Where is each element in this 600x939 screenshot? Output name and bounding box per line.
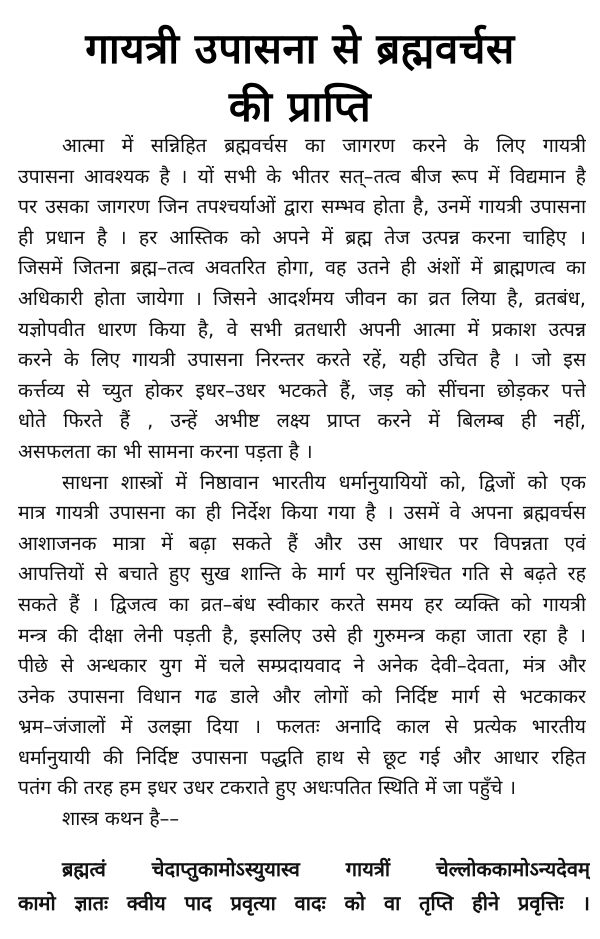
article-body (18, 131, 586, 835)
text-line: उनेक उपासना विधान गढ डाले और लोगों को निर्दिष्ट मार्ग से भटकाकर (18, 684, 586, 708)
text-line: यज्ञोपवीत धारण किया है, वे सभी व्रतधारी अपनी आत्मा में प्रकाश उत्पन्न (18, 317, 586, 341)
text-line: कर्त्तव्य से च्युत होकर इधर–उधर भटकते हैं, जड़ को सींचना छोड़कर पत्ते (18, 378, 586, 402)
text-line: मन्त्र की दीक्षा लेनी पड़ती है, इसलिए उसे ही गुरुमन्त्र कहा जाता रहा है । (18, 623, 586, 647)
text-line: उपासना आवश्यक है । यों सभी के भीतर सत्–तत्व बीज रूप में विद्यमान है (18, 164, 586, 188)
text-line: असफलता का भी सामना करना पड़ता है । (18, 439, 313, 463)
shloka-line: कामो ज्ञातः क्वीय पाद प्रवृत्या वादः को वा तृप्ति हीने प्रवृत्तिः । (18, 891, 590, 915)
shloka-label: शास्त्र कथन है–– (62, 807, 180, 831)
text-line: जिसमें जितना ब्रह्म–तत्व अवतरित होगा, वह उतने ही अंशों में ब्राह्मणत्व का (18, 256, 586, 280)
paragraph-1 (18, 131, 586, 468)
text-line: पर उसका जागरण जिन तपश्चर्याओं द्वारा सम्भव होता है, उनमें गायत्री उपासना (18, 195, 586, 219)
paragraph-2 (18, 468, 586, 805)
text-line: आपत्तियों से बचाते हुए सुख शान्ति के मार्ग पर सुनिश्चित गति से बढ़ते रह (18, 562, 586, 586)
text-line: पतंग की तरह हम इधर उधर टकराते हुए अधःपतित स्थिति में जा पहुँचे । (18, 776, 516, 800)
text-line: साधना शास्त्रों में निष्ठावान भारतीय धर्मानुयायियों को, द्विजों को एक (62, 470, 586, 494)
text-line: सकते हैं । द्विजत्व का व्रत–बंध स्वीकार करते समय हर व्यक्ति को गायत्री (18, 592, 586, 616)
text-line: ही प्रधान है । हर आस्तिक को अपने में ब्रह्म तेज उत्पन्न करना चाहिए । (18, 225, 586, 249)
text-line: पीछे से अन्धकार युग में चले सम्प्रदायवाद ने अनेक देवी–देवता, मंत्र और (18, 654, 586, 678)
shloka-line: ब्रह्मत्वं चेदाप्तुकामोऽस्युयास्व गायत्रीं चेल्लोककामोऽन्यदेवम् (62, 857, 590, 881)
text-line: आशाजनक मात्रा में बढ़ा सकते हैं और उस आधार पर विपन्नता एवं (18, 531, 586, 555)
text-line: धर्मानुयायी की निर्दिष्ट उपासना पद्धति हाथ से छूट गई और आधार रहित (18, 745, 586, 769)
page-title: गायत्री उपासना से ब्रह्मवर्चस (85, 24, 515, 73)
text-line: धोते फिरते हैं , उन्हें अभीष्ट लक्ष्य प्राप्त करने में बिलम्ब ही नहीं, (18, 409, 586, 433)
text-line: अधिकारी होता जायेगा । जिसने आदर्शमय जीवन का व्रत लिया है, व्रतबंध, (18, 286, 586, 310)
text-line: करने के लिए गायत्री उपासना निरन्तर करते रहें, यही उचित है । जो इस (18, 348, 586, 372)
text-line: भ्रम–जंजालों में उलझा दिया । फलतः अनादि काल से प्रत्येक भारतीय (18, 715, 586, 739)
text-line: आत्मा में सन्निहित ब्रह्मवर्चस का जागरण करने के लिए गायत्री (62, 134, 586, 157)
shloka-block (18, 852, 590, 920)
text-line: मात्र गायत्री उपासना का ही निर्देश किया गया है । उसमें वे अपना ब्रह्मवर्चस (18, 501, 586, 525)
page-title-line2: की प्राप्ति (228, 82, 372, 131)
